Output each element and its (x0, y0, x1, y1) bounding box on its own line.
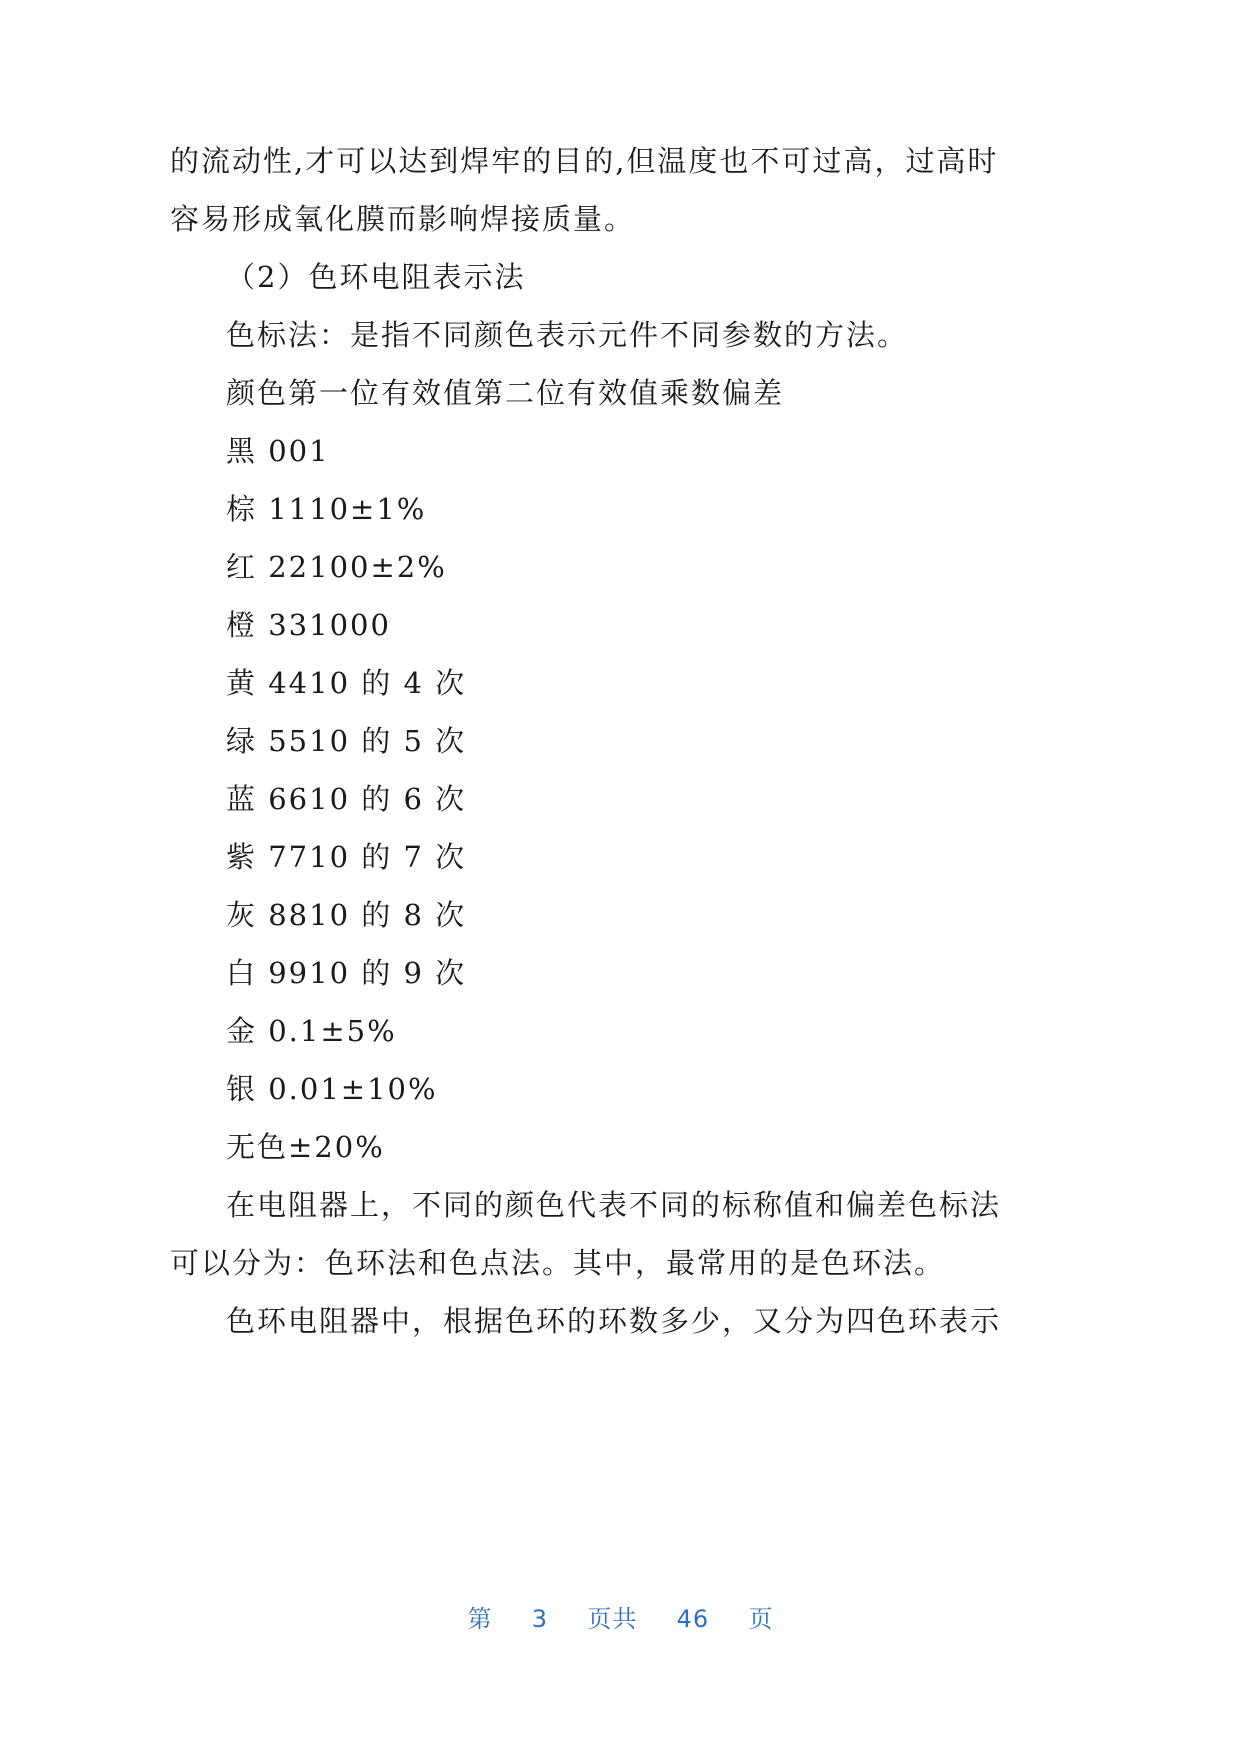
color-row-gold: 金 0.1±5% (226, 1014, 397, 1048)
color-row-silver: 银 0.01±10% (226, 1072, 438, 1106)
section-heading: （2）色环电阻表示法 (226, 260, 526, 294)
color-row-gray: 灰 8810 的 8 次 (226, 898, 467, 932)
page-footer (0, 1602, 1241, 1636)
table-header-line: 颜色第一位有效值第二位有效值乘数偏差 (226, 376, 785, 410)
color-row-yellow: 黄 4410 的 4 次 (226, 666, 467, 700)
color-row-red: 红 22100±2% (226, 550, 447, 584)
text-line-1: 的流动性,才可以达到焊牢的目的,但温度也不可过高，过高时 (170, 144, 999, 178)
footer-suffix: 页 (748, 1605, 774, 1633)
text-line-4: 色标法：是指不同颜色表示元件不同参数的方法。 (226, 318, 909, 352)
color-row-orange: 橙 331000 (226, 608, 391, 642)
text-line-20: 可以分为：色环法和色点法。其中，最常用的是色环法。 (170, 1246, 946, 1280)
text-line-19: 在电阻器上，不同的颜色代表不同的标称值和偏差色标法 (226, 1188, 1002, 1222)
color-row-white: 白 9910 的 9 次 (226, 956, 467, 990)
footer-page-number: 3 (531, 1605, 549, 1633)
text-line-21: 色环电阻器中，根据色环的环数多少，又分为四色环表示 (226, 1304, 1002, 1338)
text-line-2: 容易形成氧化膜而影响焊接质量。 (170, 202, 636, 236)
footer-middle: 页共 (587, 1605, 638, 1633)
color-row-black: 黑 001 (226, 434, 330, 468)
color-row-violet: 紫 7710 的 7 次 (226, 840, 467, 874)
footer-prefix: 第 (467, 1605, 493, 1633)
footer-total-pages: 46 (676, 1605, 710, 1633)
color-row-none: 无色±20% (226, 1130, 385, 1164)
color-row-brown: 棕 1110±1% (226, 492, 427, 526)
color-row-green: 绿 5510 的 5 次 (226, 724, 467, 758)
color-row-blue: 蓝 6610 的 6 次 (226, 782, 467, 816)
